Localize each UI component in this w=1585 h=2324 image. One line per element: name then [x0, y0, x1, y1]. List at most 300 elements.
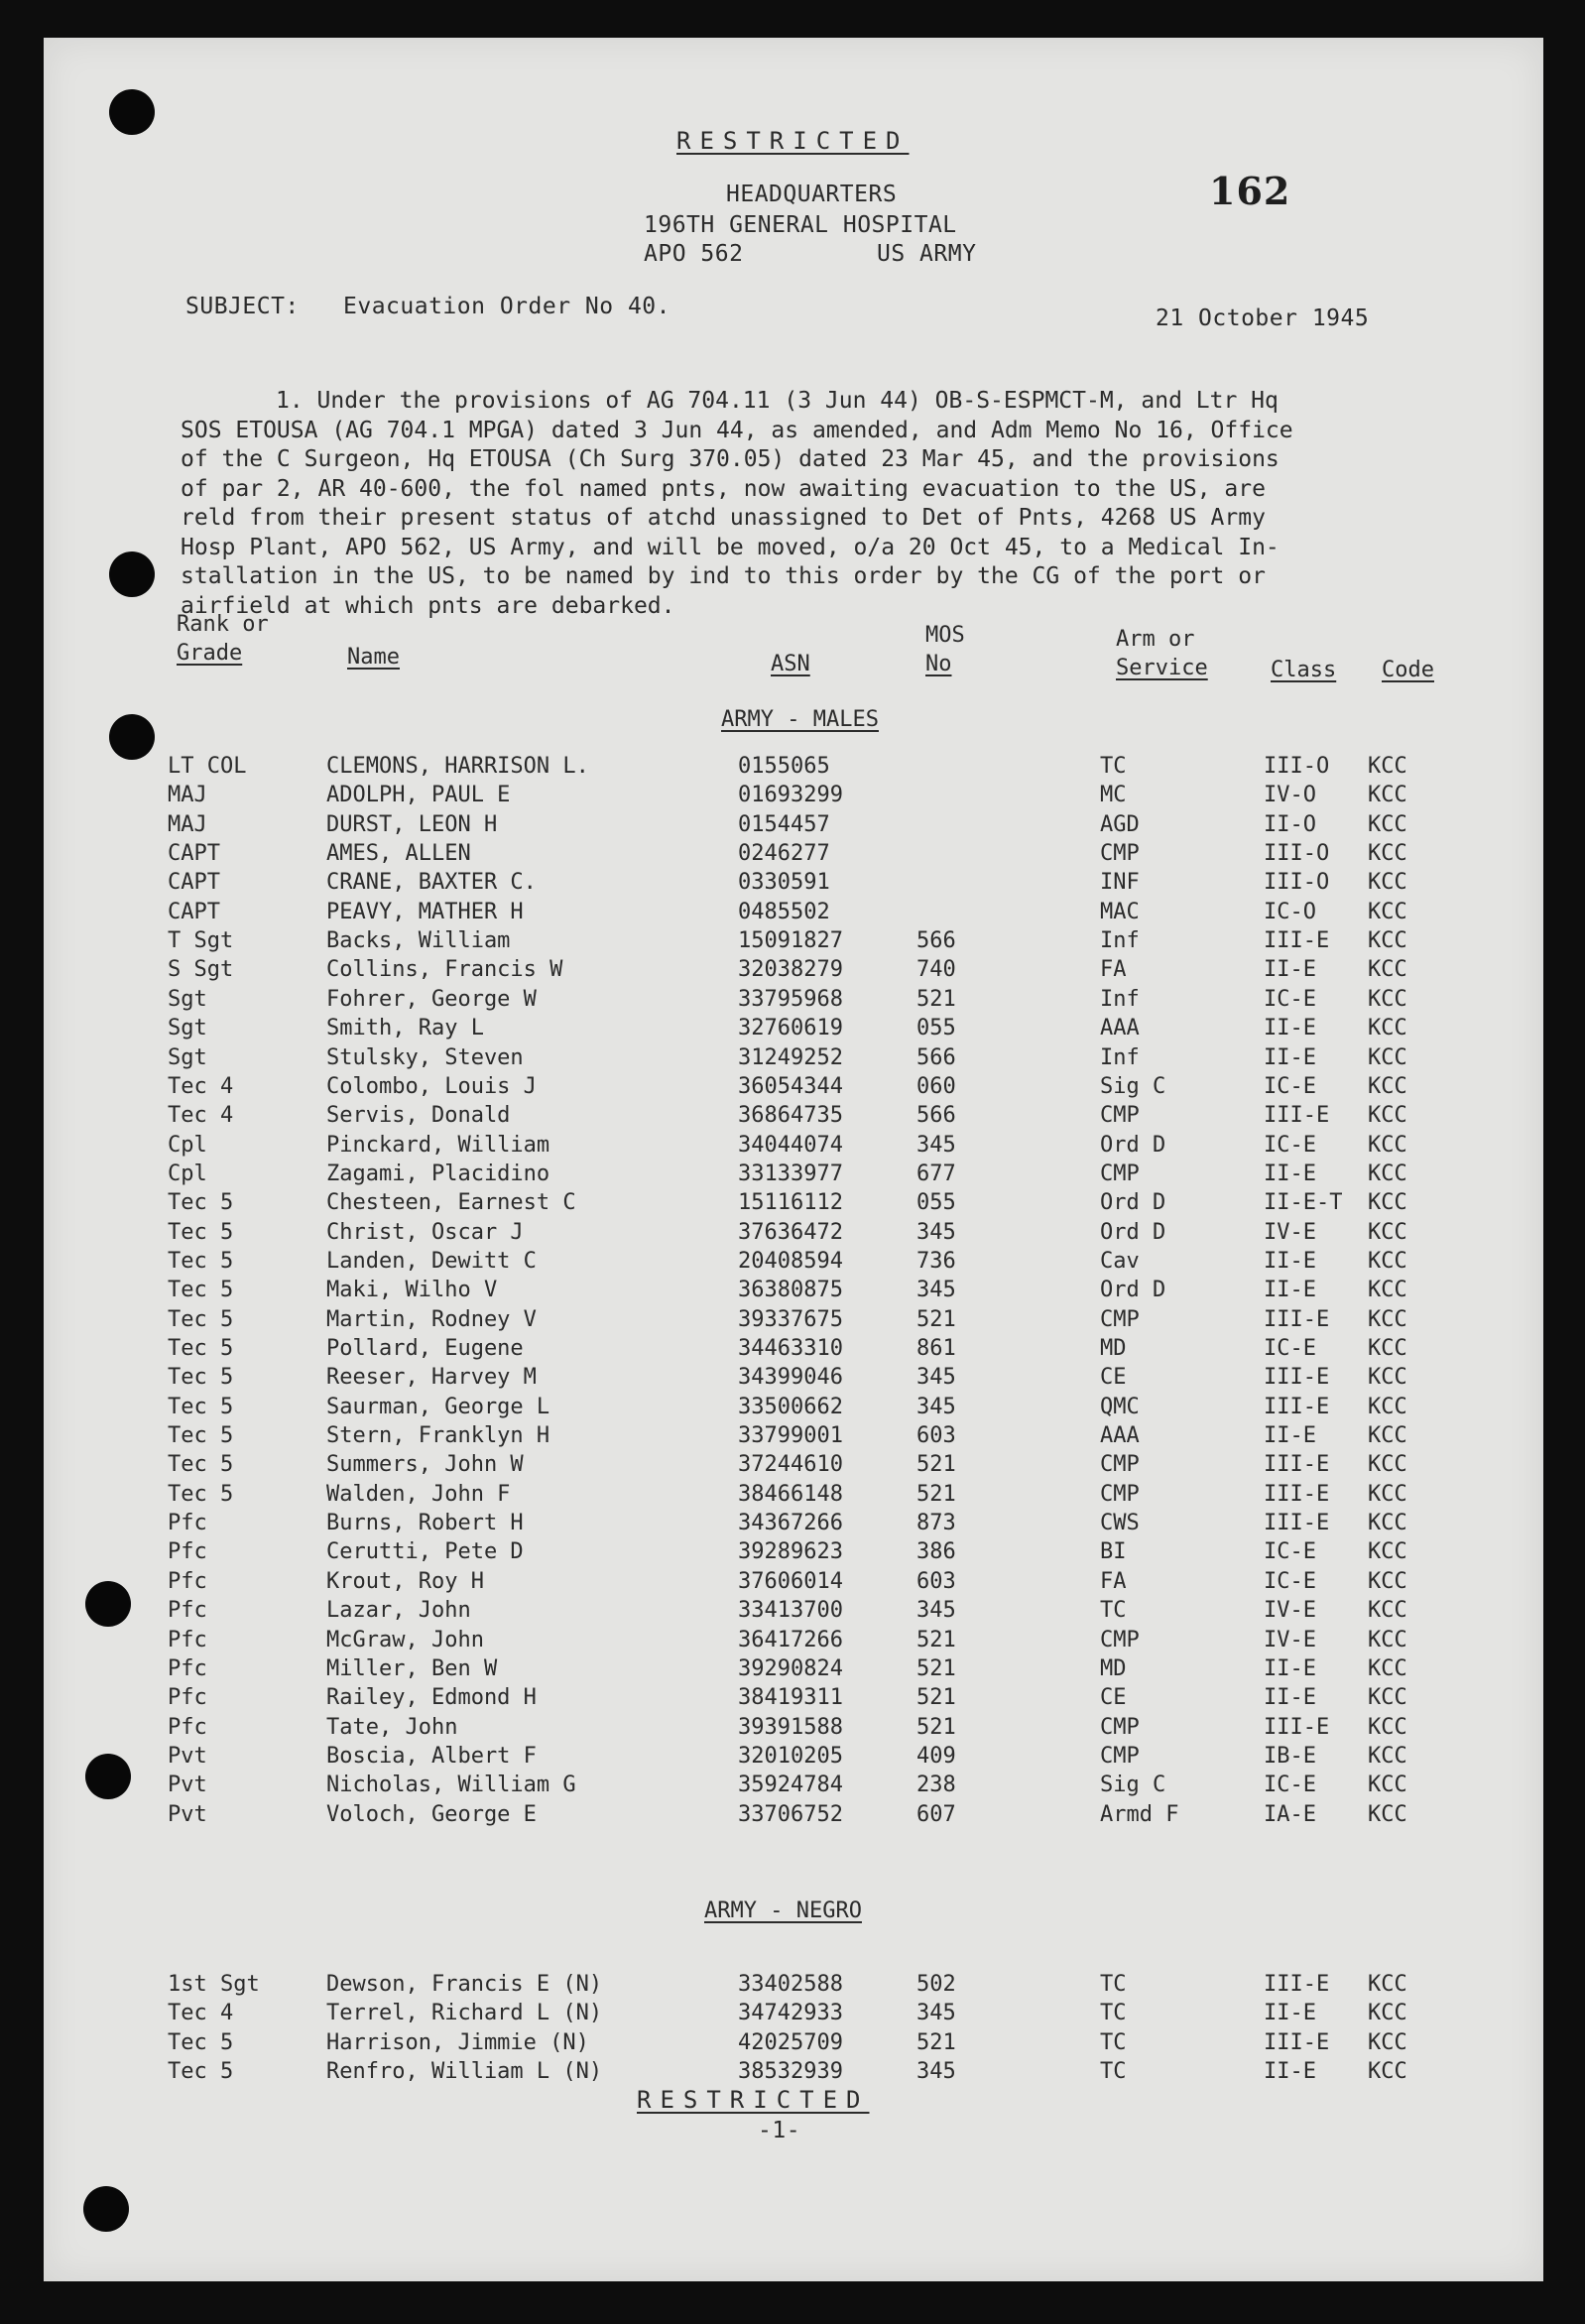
- code-cell: KCC: [1368, 754, 1407, 779]
- name-cell: Cerutti, Pete D: [326, 1539, 524, 1565]
- mos-cell: 345: [916, 1278, 956, 1303]
- code-cell: KCC: [1368, 841, 1407, 867]
- class-cell: IB-E: [1264, 1743, 1316, 1769]
- name-cell: CLEMONS, HARRISON L.: [326, 754, 589, 779]
- mos-cell: 736: [916, 1248, 956, 1274]
- asn-cell: 34463310: [738, 1336, 843, 1361]
- mos-cell: 607: [916, 1801, 956, 1827]
- column-header-mos: MOS No: [925, 623, 965, 676]
- roster-row: [44, 1656, 1543, 1685]
- class-cell: III-O: [1264, 754, 1330, 779]
- rank-cell: MAJ: [168, 811, 207, 837]
- mos-cell: 386: [916, 1539, 956, 1565]
- name-cell: Chesteen, Earnest C: [326, 1190, 576, 1216]
- class-cell: III-E: [1264, 1972, 1330, 1997]
- name-cell: Stern, Franklyn H: [326, 1423, 550, 1449]
- code-cell: KCC: [1368, 928, 1407, 954]
- arm-service-cell: Sig C: [1100, 1773, 1166, 1798]
- roster-row: [44, 1278, 1543, 1306]
- code-cell: KCC: [1368, 1248, 1407, 1274]
- punch-hole: [109, 551, 155, 597]
- name-cell: Smith, Ray L: [326, 1016, 484, 1041]
- asn-cell: 15116112: [738, 1190, 843, 1216]
- name-cell: Maki, Wilho V: [326, 1278, 498, 1303]
- name-cell: Voloch, George E: [326, 1801, 537, 1827]
- subject-text: Evacuation Order No 40.: [343, 294, 671, 319]
- rank-cell: Cpl: [168, 1161, 207, 1186]
- class-cell: II-E: [1264, 1016, 1316, 1041]
- roster-row: [44, 1452, 1543, 1481]
- class-cell: II-E: [1264, 1044, 1316, 1070]
- class-cell: IV-O: [1264, 783, 1316, 808]
- mos-cell: 055: [916, 1190, 956, 1216]
- code-cell: KCC: [1368, 1714, 1407, 1740]
- code-cell: KCC: [1368, 957, 1407, 983]
- classification-footer: RESTRICTED: [637, 2086, 870, 2114]
- class-cell: III-E: [1264, 2029, 1330, 2055]
- class-cell: III-E: [1264, 1103, 1330, 1129]
- mos-cell: 740: [916, 957, 956, 983]
- roster-row: [44, 2059, 1543, 2088]
- code-cell: KCC: [1368, 1365, 1407, 1391]
- rank-cell: Pfc: [168, 1655, 207, 1681]
- arm-service-cell: MAC: [1100, 899, 1140, 924]
- asn-cell: 33706752: [738, 1801, 843, 1827]
- asn-cell: 37606014: [738, 1568, 843, 1594]
- roster-row: [44, 1482, 1543, 1511]
- class-cell: IC-E: [1264, 1132, 1316, 1158]
- name-cell: DURST, LEON H: [326, 811, 498, 837]
- code-cell: KCC: [1368, 1016, 1407, 1041]
- mos-cell: 873: [916, 1511, 956, 1536]
- name-cell: Miller, Ben W: [326, 1655, 498, 1681]
- roster-row: [44, 870, 1543, 899]
- name-cell: Fohrer, George W: [326, 986, 537, 1012]
- rank-cell: Tec 5: [168, 1336, 234, 1361]
- arm-service-cell: CMP: [1100, 1306, 1140, 1332]
- mos-cell: 521: [916, 1306, 956, 1332]
- name-cell: ADOLPH, PAUL E: [326, 783, 511, 808]
- classification-header: RESTRICTED: [676, 127, 910, 155]
- asn-cell: 34044074: [738, 1132, 843, 1158]
- rank-cell: Tec 5: [168, 1423, 234, 1449]
- class-cell: IV-E: [1264, 1598, 1316, 1624]
- class-cell: IC-E: [1264, 1568, 1316, 1594]
- org-unit: 196TH GENERAL HOSPITAL: [644, 212, 957, 238]
- arm-service-cell: CE: [1100, 1685, 1127, 1711]
- asn-cell: 20408594: [738, 1248, 843, 1274]
- asn-cell: 36864735: [738, 1103, 843, 1129]
- class-cell: III-E: [1264, 1306, 1330, 1332]
- roster-row: [44, 1307, 1543, 1336]
- arm-service-cell: TC: [1100, 2001, 1127, 2026]
- asn-cell: 0330591: [738, 870, 830, 896]
- code-cell: KCC: [1368, 1481, 1407, 1507]
- asn-cell: 0155065: [738, 754, 830, 779]
- roster-row: [44, 783, 1543, 811]
- class-cell: III-E: [1264, 1714, 1330, 1740]
- code-cell: KCC: [1368, 1801, 1407, 1827]
- mos-cell: 409: [916, 1743, 956, 1769]
- class-cell: III-E: [1264, 1365, 1330, 1391]
- code-cell: KCC: [1368, 1598, 1407, 1624]
- asn-cell: 0246277: [738, 841, 830, 867]
- roster-row: [44, 1016, 1543, 1044]
- asn-cell: 42025709: [738, 2029, 843, 2055]
- roster-row: [44, 957, 1543, 986]
- roster-row: [44, 1539, 1543, 1568]
- name-cell: Summers, John W: [326, 1452, 524, 1478]
- mos-cell: 566: [916, 1103, 956, 1129]
- column-header-arm: Arm or Service: [1116, 627, 1208, 680]
- roster-row: [44, 2030, 1543, 2059]
- code-cell: KCC: [1368, 1161, 1407, 1186]
- roster-row: [44, 1074, 1543, 1103]
- name-cell: Stulsky, Steven: [326, 1044, 524, 1070]
- class-cell: IC-E: [1264, 1539, 1316, 1565]
- name-cell: Terrel, Richard L (N): [326, 2001, 603, 2026]
- arm-service-cell: CE: [1100, 1365, 1127, 1391]
- rank-cell: S Sgt: [168, 957, 234, 983]
- rank-cell: CAPT: [168, 870, 220, 896]
- class-cell: IC-E: [1264, 1073, 1316, 1099]
- paragraph-line: of par 2, AR 40-600, the fol named pnts, now awaiting evacuation to the US, are: [181, 475, 1266, 502]
- asn-cell: 38466148: [738, 1481, 843, 1507]
- class-cell: II-O: [1264, 811, 1316, 837]
- roster-row: [44, 1773, 1543, 1801]
- column-header-rank: Rank or Grade: [177, 612, 269, 666]
- code-cell: KCC: [1368, 2059, 1407, 2085]
- asn-cell: 15091827: [738, 928, 843, 954]
- column-header-code: Code: [1382, 658, 1434, 682]
- code-cell: KCC: [1368, 783, 1407, 808]
- code-cell: KCC: [1368, 1511, 1407, 1536]
- rank-cell: Tec 5: [168, 2059, 234, 2085]
- rank-cell: Tec 5: [168, 1278, 234, 1303]
- class-cell: II-E: [1264, 1423, 1316, 1449]
- mos-cell: 521: [916, 986, 956, 1012]
- asn-cell: 33402588: [738, 1972, 843, 1997]
- org-service: US ARMY: [877, 241, 977, 267]
- asn-cell: 34742933: [738, 2001, 843, 2026]
- name-cell: Harrison, Jimmie (N): [326, 2029, 589, 2055]
- name-cell: McGraw, John: [326, 1627, 484, 1652]
- mos-cell: 238: [916, 1773, 956, 1798]
- roster-row: [44, 900, 1543, 928]
- roster-row: [44, 1336, 1543, 1365]
- rank-cell: Tec 5: [168, 1365, 234, 1391]
- section-title-army-males: ARMY - MALES: [721, 707, 879, 732]
- code-cell: KCC: [1368, 870, 1407, 896]
- asn-cell: 39337675: [738, 1306, 843, 1332]
- name-cell: Servis, Donald: [326, 1103, 511, 1129]
- class-cell: IC-E: [1264, 1773, 1316, 1798]
- rank-cell: Tec 4: [168, 2001, 234, 2026]
- class-cell: IC-E: [1264, 1336, 1316, 1361]
- code-cell: KCC: [1368, 1306, 1407, 1332]
- roster-row: [44, 1133, 1543, 1162]
- column-header-name: Name: [347, 645, 400, 670]
- code-cell: KCC: [1368, 1132, 1407, 1158]
- name-cell: Dewson, Francis E (N): [326, 1972, 603, 1997]
- paragraph-line: airfield at which pnts are debarked.: [181, 592, 675, 619]
- arm-service-cell: MD: [1100, 1336, 1127, 1361]
- paragraph-line: Hosp Plant, APO 562, US Army, and will be moved, o/a 20 Oct 45, to a Medical In-: [181, 534, 1280, 560]
- rank-cell: Pfc: [168, 1627, 207, 1652]
- roster-row: [44, 2001, 1543, 2029]
- name-cell: Burns, Robert H: [326, 1511, 524, 1536]
- rank-cell: MAJ: [168, 783, 207, 808]
- code-cell: KCC: [1368, 1773, 1407, 1798]
- mos-cell: 521: [916, 1714, 956, 1740]
- class-cell: IA-E: [1264, 1801, 1316, 1827]
- name-cell: Zagami, Placidino: [326, 1161, 550, 1186]
- rank-cell: Pfc: [168, 1685, 207, 1711]
- rank-cell: Tec 5: [168, 1306, 234, 1332]
- mos-cell: 603: [916, 1423, 956, 1449]
- punch-hole: [83, 2186, 129, 2232]
- roster-row: [44, 928, 1543, 957]
- arm-service-cell: Inf: [1100, 1044, 1140, 1070]
- document-date: 21 October 1945: [1156, 306, 1370, 331]
- code-cell: KCC: [1368, 1278, 1407, 1303]
- document-page: [44, 38, 1543, 2281]
- arm-service-cell: CWS: [1100, 1511, 1140, 1536]
- class-cell: IV-E: [1264, 1627, 1316, 1652]
- code-cell: KCC: [1368, 1219, 1407, 1245]
- arm-service-cell: TC: [1100, 2059, 1127, 2085]
- roster-row: [44, 1802, 1543, 1831]
- class-cell: II-E: [1264, 2001, 1316, 2026]
- rank-cell: Tec 5: [168, 1452, 234, 1478]
- arm-service-cell: TC: [1100, 1598, 1127, 1624]
- arm-service-cell: Ord D: [1100, 1219, 1166, 1245]
- roster-row: [44, 1103, 1543, 1132]
- class-cell: III-E: [1264, 1481, 1330, 1507]
- class-cell: IC-E: [1264, 986, 1316, 1012]
- rank-cell: Tec 5: [168, 1190, 234, 1216]
- arm-service-cell: FA: [1100, 957, 1127, 983]
- roster-row: [44, 1365, 1543, 1394]
- arm-service-cell: FA: [1100, 1568, 1127, 1594]
- mos-cell: 861: [916, 1336, 956, 1361]
- rank-cell: 1st Sgt: [168, 1972, 260, 1997]
- rank-cell: Tec 4: [168, 1073, 234, 1099]
- mos-cell: 677: [916, 1161, 956, 1186]
- roster-row: [44, 1395, 1543, 1423]
- rank-cell: Pfc: [168, 1511, 207, 1536]
- name-cell: AMES, ALLEN: [326, 841, 471, 867]
- class-cell: II-E: [1264, 1161, 1316, 1186]
- rank-cell: Pfc: [168, 1714, 207, 1740]
- name-cell: Collins, Francis W: [326, 957, 563, 983]
- code-cell: KCC: [1368, 1539, 1407, 1565]
- name-cell: Pinckard, William: [326, 1132, 550, 1158]
- mos-cell: 345: [916, 1394, 956, 1419]
- asn-cell: 36417266: [738, 1627, 843, 1652]
- order-paragraph: [181, 387, 1500, 621]
- arm-service-cell: AGD: [1100, 811, 1140, 837]
- rank-cell: Sgt: [168, 986, 207, 1012]
- asn-cell: 32038279: [738, 957, 843, 983]
- mos-cell: 566: [916, 1044, 956, 1070]
- rank-cell: Tec 5: [168, 1394, 234, 1419]
- code-cell: KCC: [1368, 1423, 1407, 1449]
- roster-row: [44, 1045, 1543, 1074]
- class-cell: II-E-T: [1264, 1190, 1343, 1216]
- asn-cell: 39289623: [738, 1539, 843, 1565]
- name-cell: Railey, Edmond H: [326, 1685, 537, 1711]
- name-cell: Martin, Rodney V: [326, 1306, 537, 1332]
- mos-cell: 345: [916, 2059, 956, 2085]
- rank-cell: Pfc: [168, 1568, 207, 1594]
- punch-hole: [109, 89, 155, 135]
- paragraph-line: of the C Surgeon, Hq ETOUSA (Ch Surg 370.05) dated 23 Mar 45, and the provisions: [181, 446, 1280, 472]
- code-cell: KCC: [1368, 986, 1407, 1012]
- name-cell: Christ, Oscar J: [326, 1219, 524, 1245]
- roster-row: [44, 1249, 1543, 1278]
- paragraph-line: stallation in the US, to be named by ind to this order by the CG of the port or: [181, 563, 1266, 589]
- arm-service-cell: Cav: [1100, 1248, 1140, 1274]
- arm-service-cell: CMP: [1100, 1627, 1140, 1652]
- asn-cell: 38419311: [738, 1685, 843, 1711]
- roster-row: [44, 1972, 1543, 2001]
- arm-service-cell: CMP: [1100, 1743, 1140, 1769]
- arm-service-cell: MD: [1100, 1655, 1127, 1681]
- rank-cell: T Sgt: [168, 928, 234, 954]
- rank-cell: LT COL: [168, 754, 247, 779]
- arm-service-cell: Inf: [1100, 986, 1140, 1012]
- roster-row: [44, 1190, 1543, 1219]
- rank-cell: Sgt: [168, 1044, 207, 1070]
- class-cell: II-E: [1264, 1248, 1316, 1274]
- class-cell: II-E: [1264, 1685, 1316, 1711]
- code-cell: KCC: [1368, 2029, 1407, 2055]
- roster-row: [44, 841, 1543, 870]
- code-cell: KCC: [1368, 1394, 1407, 1419]
- class-cell: II-E: [1264, 1655, 1316, 1681]
- roster-row: [44, 1569, 1543, 1598]
- mos-cell: 345: [916, 1598, 956, 1624]
- rank-cell: Pvt: [168, 1773, 207, 1798]
- code-cell: KCC: [1368, 1452, 1407, 1478]
- mos-cell: 345: [916, 1365, 956, 1391]
- roster-row: [44, 1423, 1543, 1452]
- code-cell: KCC: [1368, 1655, 1407, 1681]
- arm-service-cell: QMC: [1100, 1394, 1140, 1419]
- mos-cell: 566: [916, 928, 956, 954]
- asn-cell: 32760619: [738, 1016, 843, 1041]
- arm-service-cell: Ord D: [1100, 1190, 1166, 1216]
- class-cell: IC-O: [1264, 899, 1316, 924]
- asn-cell: 01693299: [738, 783, 843, 808]
- name-cell: Pollard, Eugene: [326, 1336, 524, 1361]
- asn-cell: 34367266: [738, 1511, 843, 1536]
- rank-cell: Cpl: [168, 1132, 207, 1158]
- document-number: 162: [1209, 169, 1291, 213]
- mos-cell: 502: [916, 1972, 956, 1997]
- mos-cell: 521: [916, 1627, 956, 1652]
- mos-cell: 345: [916, 2001, 956, 2026]
- code-cell: KCC: [1368, 1190, 1407, 1216]
- rank-cell: Pvt: [168, 1743, 207, 1769]
- asn-cell: 33133977: [738, 1161, 843, 1186]
- class-cell: III-E: [1264, 928, 1330, 954]
- asn-cell: 39391588: [738, 1714, 843, 1740]
- asn-cell: 33500662: [738, 1394, 843, 1419]
- arm-service-cell: CMP: [1100, 1481, 1140, 1507]
- asn-cell: 33799001: [738, 1423, 843, 1449]
- rank-cell: Tec 5: [168, 1248, 234, 1274]
- class-cell: II-E: [1264, 957, 1316, 983]
- asn-cell: 36380875: [738, 1278, 843, 1303]
- paragraph-line: 1. Under the provisions of AG 704.11 (3 Jun 44) OB-S-ESPMCT-M, and Ltr Hq: [276, 388, 1279, 414]
- arm-service-cell: Sig C: [1100, 1073, 1166, 1099]
- roster-row: [44, 1511, 1543, 1539]
- page-number: -1-: [758, 2118, 801, 2143]
- name-cell: Nicholas, William G: [326, 1773, 576, 1798]
- code-cell: KCC: [1368, 1972, 1407, 1997]
- name-cell: CRANE, BAXTER C.: [326, 870, 537, 896]
- roster-row: [44, 987, 1543, 1016]
- roster-row: [44, 1598, 1543, 1627]
- name-cell: Boscia, Albert F: [326, 1743, 537, 1769]
- arm-service-cell: AAA: [1100, 1423, 1140, 1449]
- name-cell: PEAVY, MATHER H: [326, 899, 524, 924]
- class-cell: III-E: [1264, 1452, 1330, 1478]
- rank-cell: Tec 5: [168, 1481, 234, 1507]
- rank-cell: CAPT: [168, 841, 220, 867]
- section-title-army-negro: ARMY - NEGRO: [704, 1898, 862, 1923]
- code-cell: KCC: [1368, 1627, 1407, 1652]
- rank-cell: Tec 5: [168, 1219, 234, 1245]
- name-cell: Backs, William: [326, 928, 511, 954]
- arm-service-cell: BI: [1100, 1539, 1127, 1565]
- code-cell: KCC: [1368, 1568, 1407, 1594]
- name-cell: Krout, Roy H: [326, 1568, 484, 1594]
- mos-cell: 345: [916, 1132, 956, 1158]
- mos-cell: 521: [916, 1452, 956, 1478]
- mos-cell: 521: [916, 2029, 956, 2055]
- asn-cell: 38532939: [738, 2059, 843, 2085]
- column-header-class: Class: [1271, 658, 1337, 682]
- roster-row: [44, 1220, 1543, 1249]
- class-cell: II-E: [1264, 2059, 1316, 2085]
- rank-cell: Tec 4: [168, 1103, 234, 1129]
- paragraph-line: SOS ETOUSA (AG 704.1 MPGA) dated 3 Jun 44, as amended, and Adm Memo No 16, Office: [181, 417, 1293, 443]
- arm-service-cell: CMP: [1100, 1161, 1140, 1186]
- arm-service-cell: TC: [1100, 754, 1127, 779]
- subject-label: SUBJECT:: [185, 294, 300, 319]
- code-cell: KCC: [1368, 1073, 1407, 1099]
- rank-cell: Pfc: [168, 1539, 207, 1565]
- class-cell: IV-E: [1264, 1219, 1316, 1245]
- roster-row: [44, 1715, 1543, 1744]
- asn-cell: 33413700: [738, 1598, 843, 1624]
- name-cell: Tate, John: [326, 1714, 458, 1740]
- paragraph-line: reld from their present status of atchd unassigned to Det of Pnts, 4268 US Army: [181, 505, 1266, 531]
- mos-cell: 055: [916, 1016, 956, 1041]
- rank-cell: Pfc: [168, 1598, 207, 1624]
- asn-cell: 33795968: [738, 986, 843, 1012]
- mos-cell: 060: [916, 1073, 956, 1099]
- name-cell: Colombo, Louis J: [326, 1073, 537, 1099]
- arm-service-cell: Ord D: [1100, 1278, 1166, 1303]
- roster-row: [44, 1628, 1543, 1656]
- code-cell: KCC: [1368, 2001, 1407, 2026]
- roster-row: [44, 1744, 1543, 1773]
- rank-cell: Tec 5: [168, 2029, 234, 2055]
